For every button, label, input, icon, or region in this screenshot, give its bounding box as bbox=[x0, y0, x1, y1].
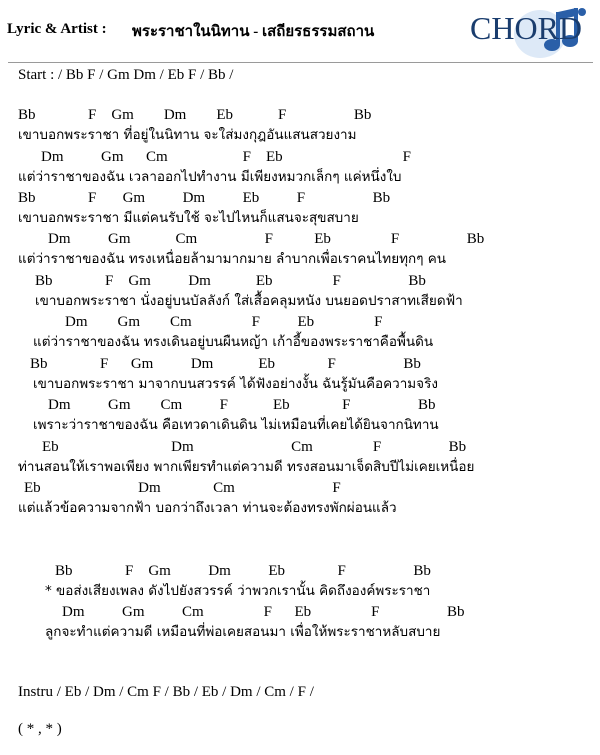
chord-line: Bb F Gm Dm Eb F Bb bbox=[55, 563, 431, 579]
lyric-line: แต่ว่าราชาของฉัน เวลาออกไปทำงาน มีเพียงหมวกเล็กๆ แค่หนึ่งใบ bbox=[18, 169, 402, 185]
lyric-line: เขาบอกพระราชา มาจากบนสวรรค์ ได้ฟังอย่างงั้น ฉันรู้มันคือความจริง bbox=[33, 376, 438, 392]
chord-line: Eb Dm Cm F Bb bbox=[42, 439, 467, 455]
chord-line: Bb F Gm Dm Eb F Bb bbox=[30, 356, 421, 372]
instru-progression: Instru / Eb / Dm / Cm F / Bb / Eb / Dm / Cm / F / bbox=[18, 684, 314, 700]
chord-line: Dm Gm Cm F Eb F bbox=[41, 149, 412, 165]
lyric-line: ท่านสอนให้เราพอเพียง พากเพียรทำแต่ความดี ทรงสอนมาเจ็ดสิบปีไม่เคยเหนื่อย bbox=[18, 459, 475, 475]
chord-line: Dm Gm Cm F Eb F Bb bbox=[48, 231, 485, 247]
lyric-line: เขาบอกพระราชา นั่งอยู่บนบัลลังก์ ใส่เสื้อคลุมหนัง บนยอดปราสาทเสียดฟ้า bbox=[35, 293, 463, 309]
header-divider bbox=[8, 62, 593, 63]
chord-line: Eb Dm Cm F bbox=[24, 480, 341, 496]
chord-line: Bb F Gm Dm Eb F Bb bbox=[18, 107, 372, 123]
lyric-line: แต่ว่าราชาของฉัน ทรงเหนื่อยล้ามามากมาย ลำบากเพื่อเราคนไทยทุกๆ คน bbox=[18, 251, 446, 267]
lyric-line: เพราะว่าราชาของฉัน คือเทวดาเดินดิน ไม่เหมือนที่เคยได้ยินจากนิทาน bbox=[33, 417, 439, 433]
chord-line: Dm Gm Cm F Eb F bbox=[65, 314, 383, 330]
start-progression: Start : / Bb F / Gm Dm / Eb F / Bb / bbox=[18, 67, 234, 83]
chord-line: Bb F Gm Dm Eb F Bb bbox=[35, 273, 426, 289]
lyric-line: ลูกจะทำแต่ความดี เหมือนที่พ่อเคยสอนมา เพื่อให้พระราชาหลับสบาย bbox=[45, 624, 441, 640]
lyric-line: * ขอส่งเสียงเพลง ดังไปยังสวรรค์ ว่าพวกเรานั้น คิดถึงองค์พระราชา bbox=[45, 583, 431, 599]
chord-line: Dm Gm Cm F Eb F Bb bbox=[62, 604, 465, 620]
lyric-line: แต่ว่าราชาของฉัน ทรงเดินอยู่บนผืนหญ้า เก้าอี้ของพระราชาคือพื้นดิน bbox=[33, 334, 434, 350]
chord-line: Dm Gm Cm F Eb F Bb bbox=[48, 397, 436, 413]
song-title: พระราชาในนิทาน - เสถียรธรรมสถาน bbox=[132, 24, 375, 40]
repeat-marker: ( * , * ) bbox=[18, 721, 62, 737]
logo-text: CHORD bbox=[470, 10, 583, 46]
page-header bbox=[0, 0, 600, 64]
lyric-line: แต่แล้วข้อความจากฟ้า บอกว่าถึงเวลา ท่านจะต้องทรงพักผ่อนแล้ว bbox=[18, 500, 397, 516]
lyric-line: เขาบอกพระราชา ที่อยู่ในนิทาน จะใส่มงกุฎอันแสนสวยงาม bbox=[18, 127, 357, 143]
lyric-line: เขาบอกพระราชา มีแต่คนรับใช้ จะไปไหนก็แสนจะสุขสบาย bbox=[18, 210, 359, 226]
chord-line: Bb F Gm Dm Eb F Bb bbox=[18, 190, 391, 206]
lyric-artist-label: Lyric & Artist : bbox=[7, 21, 107, 37]
chord-logo bbox=[470, 4, 592, 60]
